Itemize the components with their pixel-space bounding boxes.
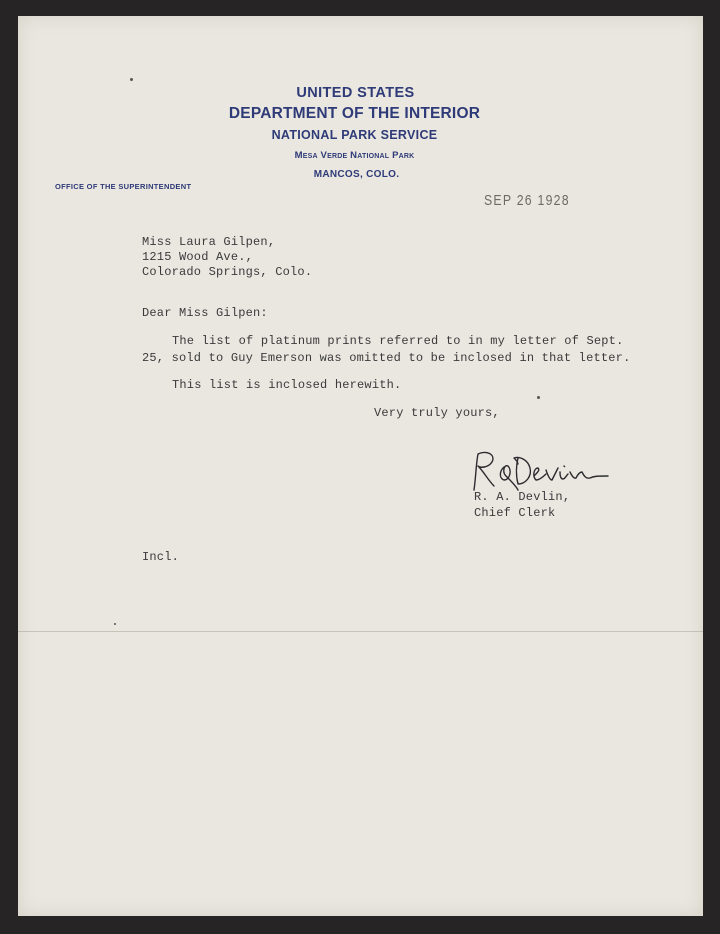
letterhead-department: DEPARTMENT OF THE INTERIOR — [228, 105, 481, 122]
letterhead-country: UNITED STATES — [296, 85, 415, 101]
letterhead-office: OFFICE OF THE SUPERINTENDENT — [55, 182, 192, 191]
paper-speck — [130, 78, 133, 81]
letterhead-location: MANCOS, COLO. — [313, 169, 400, 180]
recipient-city: Colorado Springs, Colo. — [142, 265, 313, 279]
recipient-street: 1215 Wood Ave., — [142, 250, 254, 264]
signer-title: Chief Clerk — [474, 506, 556, 520]
letterhead-service: NATIONAL PARK SERVICE — [271, 128, 438, 142]
paper-speck — [114, 623, 116, 625]
fold-line — [18, 631, 703, 632]
date-stamp: SEP 26 1928 — [484, 192, 570, 209]
body-line-3: This list is inclosed herewith. — [172, 378, 402, 392]
closing: Very truly yours, — [374, 406, 500, 420]
enclosure-note: Incl. — [142, 550, 180, 564]
letterhead-park: Mesa Verde National Park — [294, 150, 415, 161]
signer-name: R. A. Devlin, — [474, 490, 571, 504]
letter-page — [18, 16, 703, 916]
body-line-1: The list of platinum prints referred to in my letter of Sept. — [172, 334, 624, 348]
salutation: Dear Miss Gilpen: — [142, 306, 268, 320]
recipient-name: Miss Laura Gilpen, — [142, 235, 276, 249]
paper-speck — [537, 396, 540, 399]
body-line-2: 25, sold to Guy Emerson was omitted to be inclosed in that letter. — [142, 351, 631, 365]
handwritten-signature — [468, 446, 618, 494]
